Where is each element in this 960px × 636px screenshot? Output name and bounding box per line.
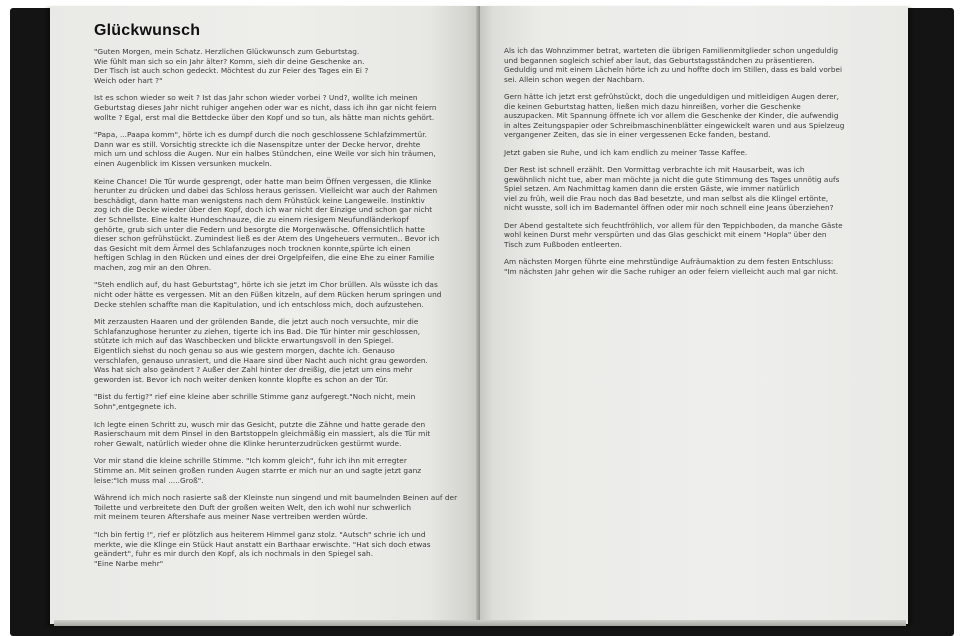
paragraph: Der Rest ist schnell erzählt. Den Vormittag verbrachte ich mit Hausarbeit, was ich gewöhnlich nicht tue, aber man möchte ja nicht die gute Stimmung des Tages unnötig aufs Spiel setzen. Am Nachmittag kamen dann die ersten Gäste, wie immer natürlich viel zu früh, weil die Frau noch das Bad besetzte, und man selbst als die Klingel ertönte, nicht wusste, soll ich im Bademantel öffnen oder mir noch schnell eine Jeans überziehen? (504, 165, 840, 212)
open-book (14, 6, 934, 630)
paragraph: "Ich bin fertig !", rief er plötzlich aus heiterem Himmel ganz stolz. "Autsch" schrie ich und merkte, wie die Klinge ein Stück Haut anstatt ein Barthaar erwischte. "Hat sich doch etwas geändert", fuhr es mir durch den Kopf, als ich nochmals in den Spiegel sah. "Eine Narbe mehr" (94, 529, 431, 568)
paragraph: "Steh endlich auf, du hast Geburtstag", hörte ich sie jetzt im Chor brüllen. Als wüsste ich das nicht oder hätte es vergessen. Mit an den Füßen kitzeln, auf dem Rücken herum springen und Decke stehlen schaffte man die Kapitulation, und ich entschloss mich, doch aufzustehen. (94, 280, 442, 309)
paragraph: Mit zerzausten Haaren und der grölenden Bande, die jetzt auch noch versuchte, mir die Schlafanzughose herunter zu ziehen, tigerte ich ins Bad. Die Tür hinter mir geschlossen, stützte ich mich auf das Waschbecken und blickte erwartungsvoll in den Spiegel. Eigentlich siehst du noch genau so aus wie gestern morgen, dachte ich. Genauso verschlafen, genauso unrasiert, und die Haare sind über Nacht auch nicht grau geworden. Was hat sich also geändert ? Außer der Zahl hinter der dreißig, die jetzt um eins mehr geworden ist. Bevor ich noch weiter denken konnte klopfte es schon an der Tür. (94, 317, 428, 384)
paragraph: "Bist du fertig?" rief eine kleine aber schrille Stimme ganz aufgeregt."Noch nicht, mein Sohn",entgegnete ich. (94, 392, 416, 411)
right-page (480, 6, 908, 624)
paragraph: Jetzt gaben sie Ruhe, und ich kam endlich zu meiner Tasse Kaffee. (504, 147, 748, 157)
page-edge (54, 620, 906, 626)
paragraph: Vor mir stand die kleine schrille Stimme. "Ich komm gleich", fuhr ich ihn mit erregter Stimme an. Mit seinen großen runden Augen starrte er mich nur an und sagte jetzt ganz leise:"Ich muss mal .....Groß". (94, 456, 422, 485)
story-title: Glückwunsch (94, 22, 201, 39)
left-page (50, 6, 480, 624)
paragraph: "Guten Morgen, mein Schatz. Herzlichen Glückwunsch zum Geburtstag. Wie fühlt man sich so ein Jahr älter? Komm, sieh dir deine Geschenke an. Der Tisch ist auch schon gedeckt. Möchtest du zur Feier des Tages ein Ei ? Weich oder hart ?" (94, 47, 369, 85)
paragraph: Gern hätte ich jetzt erst gefrühstückt, doch die ungeduldigen und mitleidigen Augen derer, die keinen Geburtstag hatten, ließen mich dazu hinreißen, vorher die Geschenke auszupacken. Mit Spannung öffnete ich vor allem die Geschenke der Kinder, die aufwendig in altes Zeitungspapier oder Schreibmaschinenblätter eingewickelt waren und aus Spielzeug vergangener Zeiten, das sie in einer vergessenen Ecke fanden, bestand. (504, 92, 845, 139)
paragraph: Am nächsten Morgen führte eine mehrstündige Aufräumaktion zu dem festen Entschluss: "Im nächsten Jahr gehen wir die Sache ruhiger an oder feiern vielleicht auch mal gar nicht. (504, 257, 839, 276)
paragraph: Als ich das Wohnzimmer betrat, warteten die übrigen Familienmitglieder schon ungeduldig und begannen sogleich schief aber laut, das Geburtstagsständchen zu präsentieren. Geduldig und mit einem Lächeln hörte ich zu und hoffte doch im Stillen, dass es bald vorbei sei. Allein schon wegen der Nachbarn. (504, 46, 843, 84)
paragraph: "Papa, ...Paapa komm", hörte ich es dumpf durch die noch geschlossene Schlafzimmertür. Dann war es still. Vorsichtig streckte ich die Nasenspitze unter der Decke hervor, drehte mich um und schloss die Augen. Nur ein halbes Stündchen, eine Weile vor sich hin träumen, einen Augenblick im Kissen versunken muckeln. (94, 130, 436, 168)
paragraph: Der Abend gestaltete sich feuchtfröhlich, vor allem für den Teppichboden, da manche Gäste wohl keinen Durst mehr verspürten und das Glas geschickt mit einem "Hopla" über den Tisch zum Fußboden entleerten. (504, 220, 843, 249)
paragraph: Während ich mich noch rasierte saß der Kleinste nun singend und mit baumelnden Beinen auf der Toilette und verbreitete den Duft der großen weiten Welt, den ich wohl nur schwerlich mit meinem teuren Aftershafe aus meiner Nase vertreiben werden würde. (94, 493, 458, 522)
paragraph: Keine Chance! Die Tür wurde gesprengt, oder hatte man beim Öffnen vergessen, die Klinke herunter zu drücken und dabei das Schloss heraus gerissen. Vielleicht war auch der Rahmen beschädigt, dann hatte man wenigstens nach dem Frühstück keine Langeweile. Instinktiv zog ich die Decke wieder über den Kopf, doch ich war nicht der Einzige und schon gar nicht der Schnellste. Eine kalte Hundeschnauze, die zu einem riesigem Neufundländerkopf gehörte, grub sich unter die Federn und besorgte die Morgenwäsche. Offensichtlich hatte dieser schon gefrühstückt. Zumindest ließ es der Atem des Ungeheuers vermuten.. Bevor ich das Gesicht mit dem Ärmel des Schlafanzuges noch trocknen konnte,spürte ich einen heftigen Schlag in den Rücken und eines der drei Orgelpfeifen, die eine Ehe zu einer Familie machen, zog mir an den Ohren. (94, 176, 440, 272)
paragraph: Ich legte einen Schritt zu, wusch mir das Gesicht, putzte die Zähne und hatte gerade den Rasierschaum mit dem Pinsel in den Bartstoppeln gleichmäßig ein massiert, als die Tür mit roher Gewalt, natürlich wieder ohne die Klinke herunterzudrücken gestürmt wurde. (94, 419, 431, 448)
paragraph: Ist es schon wieder so weit ? Ist das Jahr schon wieder vorbei ? Und?, wollte ich meinen Geburtstag dieses Jahr nicht ruhiger angehen oder war es nicht, dass ich ihn gar nicht feiern wollte ? Egal, erst mal die Bettdecke über den Kopf und so tun, als hätte man nichts gehört. (94, 93, 437, 122)
